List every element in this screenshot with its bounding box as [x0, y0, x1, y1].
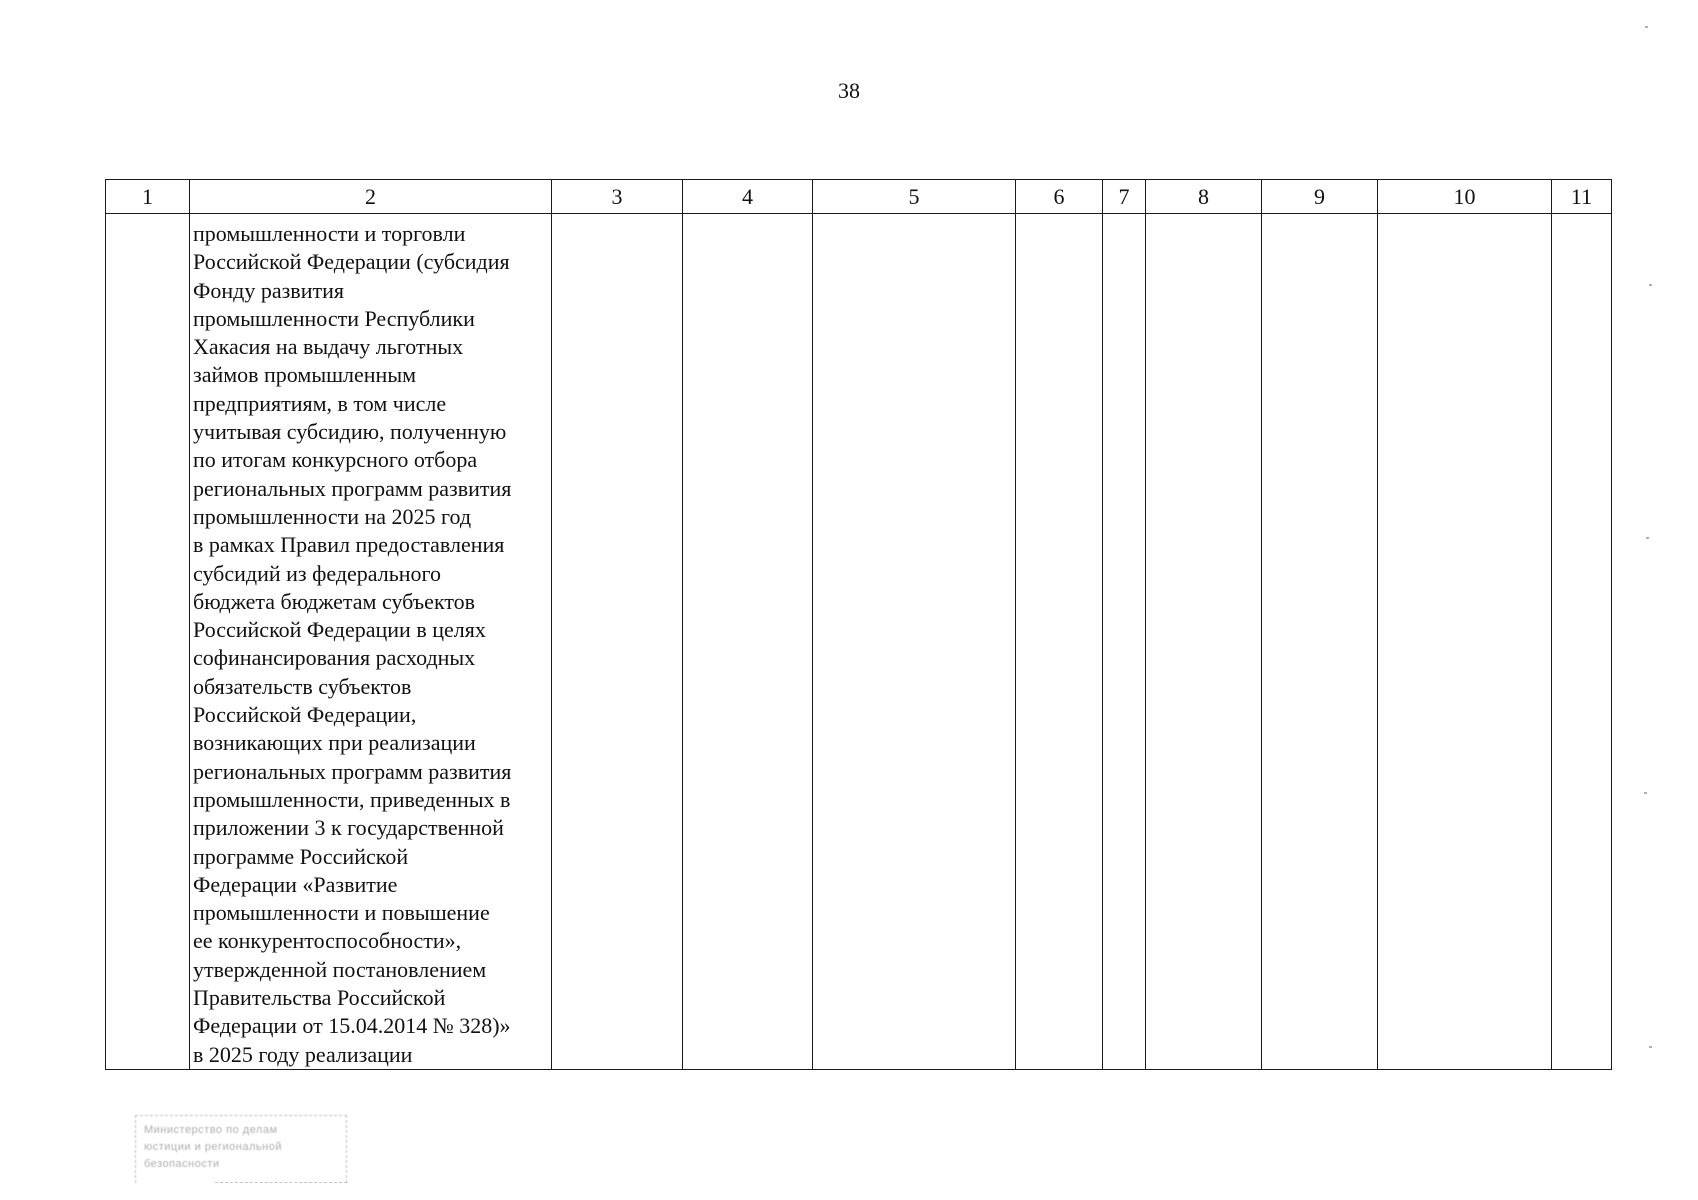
cell-col-10 [1378, 214, 1552, 1070]
table-body [106, 214, 1612, 1070]
program-table [105, 179, 1612, 1070]
cell-col-1 [106, 214, 190, 1070]
column-header-4: 4 [683, 180, 813, 214]
column-header-11: 11 [1552, 180, 1612, 214]
cell-col-7 [1103, 214, 1146, 1070]
table-row [106, 214, 1612, 1070]
cell-col-9 [1262, 214, 1378, 1070]
ministry-stamp [135, 1115, 347, 1183]
stamp-rule [215, 1182, 347, 1183]
cell-description-text: промышленности и торговли Российской Федерации (субсидия Фонду развития промышленности Республики Хакасия на выдачу льготных займов промышленным предприятиям, в том числе учитывая субсидию, полученную по итогам конкурсного отбора региональных программ развития промышленности на 2025 год в рамках Правил предоставления субсидий из федерального бюджета бюджетам субъектов Российской Федерации в целях софинансирования расходных обязательств субъектов Российской Федерации, возникающих при реализации региональных программ развития промышленности, приведенных в приложении 3 к государственной программе Российской Федерации «Развитие промышленности и повышение ее конкурентоспособности», утвержденной постановлением Правительства Российской Федерации от 15.04.2014 № 328)» в 2025 году реализации [193, 221, 512, 1067]
column-header-1: 1 [106, 180, 190, 214]
scan-speck [1645, 26, 1648, 28]
column-header-6: 6 [1016, 180, 1103, 214]
cell-col-8 [1146, 214, 1262, 1070]
page-number: 38 [838, 78, 860, 103]
stamp-line-2: юстиции и региональной [144, 1141, 282, 1153]
cell-col-11 [1552, 214, 1612, 1070]
cell-col-5 [813, 214, 1016, 1070]
cell-col-3 [552, 214, 683, 1070]
scan-speck [1649, 1046, 1652, 1048]
table-header [106, 180, 1612, 214]
header-row [106, 180, 1612, 214]
column-header-3: 3 [552, 180, 683, 214]
cell-col-6 [1016, 214, 1103, 1070]
cell-col-4 [683, 214, 813, 1070]
scan-speck [1646, 537, 1649, 539]
stamp-line-1: Министерство по делам [144, 1124, 278, 1136]
column-header-2: 2 [190, 180, 552, 214]
column-header-8: 8 [1146, 180, 1262, 214]
cell-col-2 [190, 214, 552, 1070]
column-header-10: 10 [1378, 180, 1552, 214]
scan-speck [1649, 284, 1652, 286]
column-header-9: 9 [1262, 180, 1378, 214]
column-header-7: 7 [1103, 180, 1146, 214]
column-header-5: 5 [813, 180, 1016, 214]
stamp-line-3: безопасности [144, 1158, 220, 1170]
scan-speck [1644, 792, 1647, 794]
